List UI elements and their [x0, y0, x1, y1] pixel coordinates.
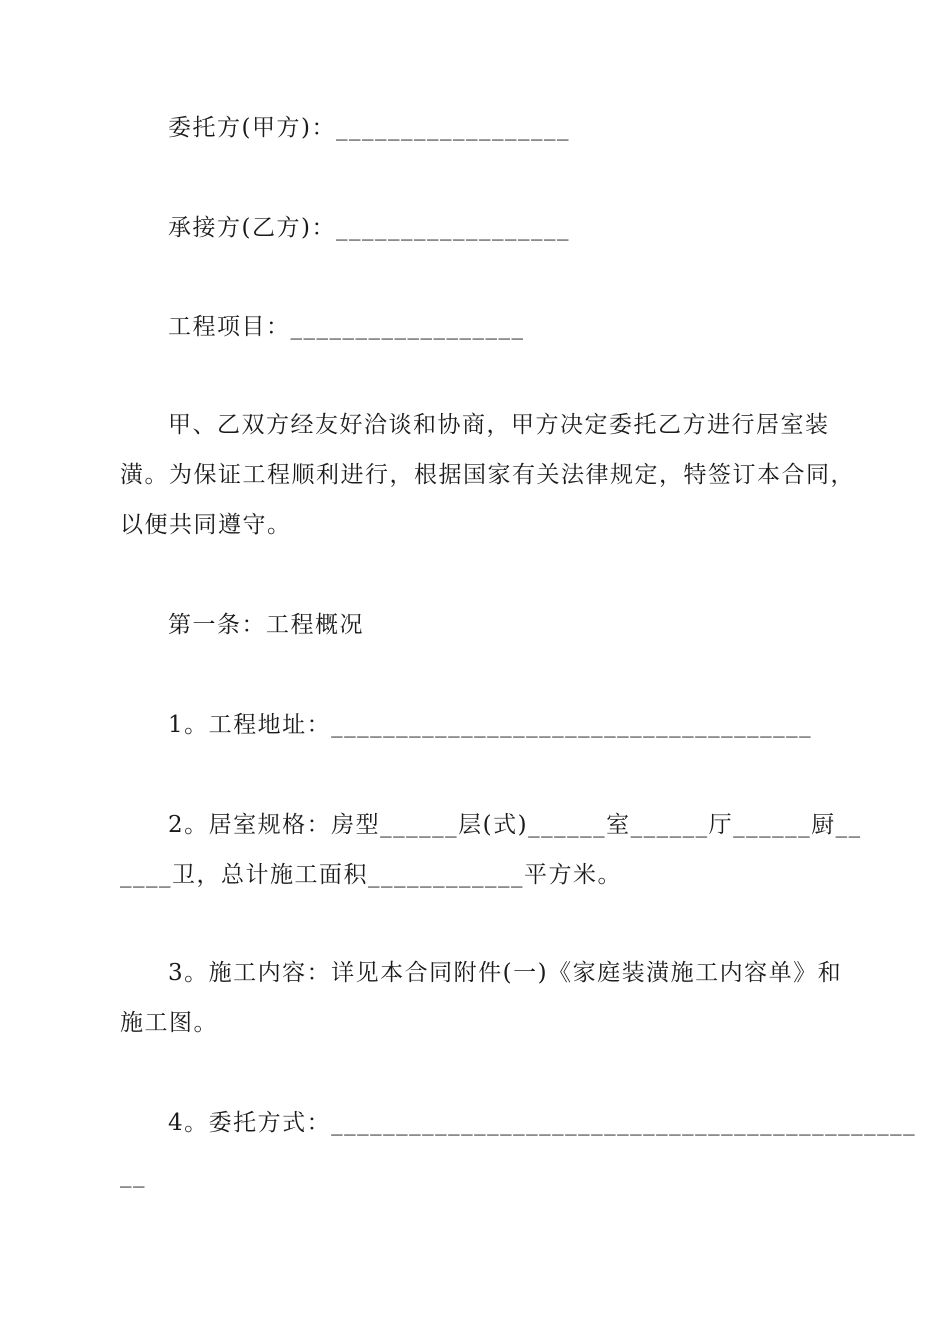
item-4-line-2: __ [120, 1162, 146, 1188]
item-4-line-1: 4。委托方式：_____________________________________________ [168, 1110, 917, 1136]
item-2-line-1: 2。居室规格：房型______层(式)______室______厅______厨__ [168, 812, 862, 838]
item-2-line-2: ____卫，总计施工面积____________平方米。 [120, 862, 622, 888]
item-3-line-1: 3。施工内容：详见本合同附件(一)《家庭装潢施工内容单》和 [168, 960, 843, 986]
preamble-line-3: 以便共同遵守。 [120, 512, 292, 538]
item-1-address: 1。工程地址：_____________________________________ [168, 712, 813, 738]
party-a-line: 委托方(甲方)：__________________ [168, 115, 570, 141]
item-3-line-2: 施工图。 [120, 1010, 218, 1036]
party-b-line: 承接方(乙方)：__________________ [168, 215, 570, 241]
article-1-heading: 第一条：工程概况 [168, 612, 364, 638]
project-line: 工程项目：__________________ [168, 314, 525, 340]
preamble-line-2: 潢。为保证工程顺利进行，根据国家有关法律规定，特签订本合同， [120, 462, 855, 488]
preamble-line-1: 甲、乙双方经友好洽谈和协商，甲方决定委托乙方进行居室装 [168, 412, 830, 438]
